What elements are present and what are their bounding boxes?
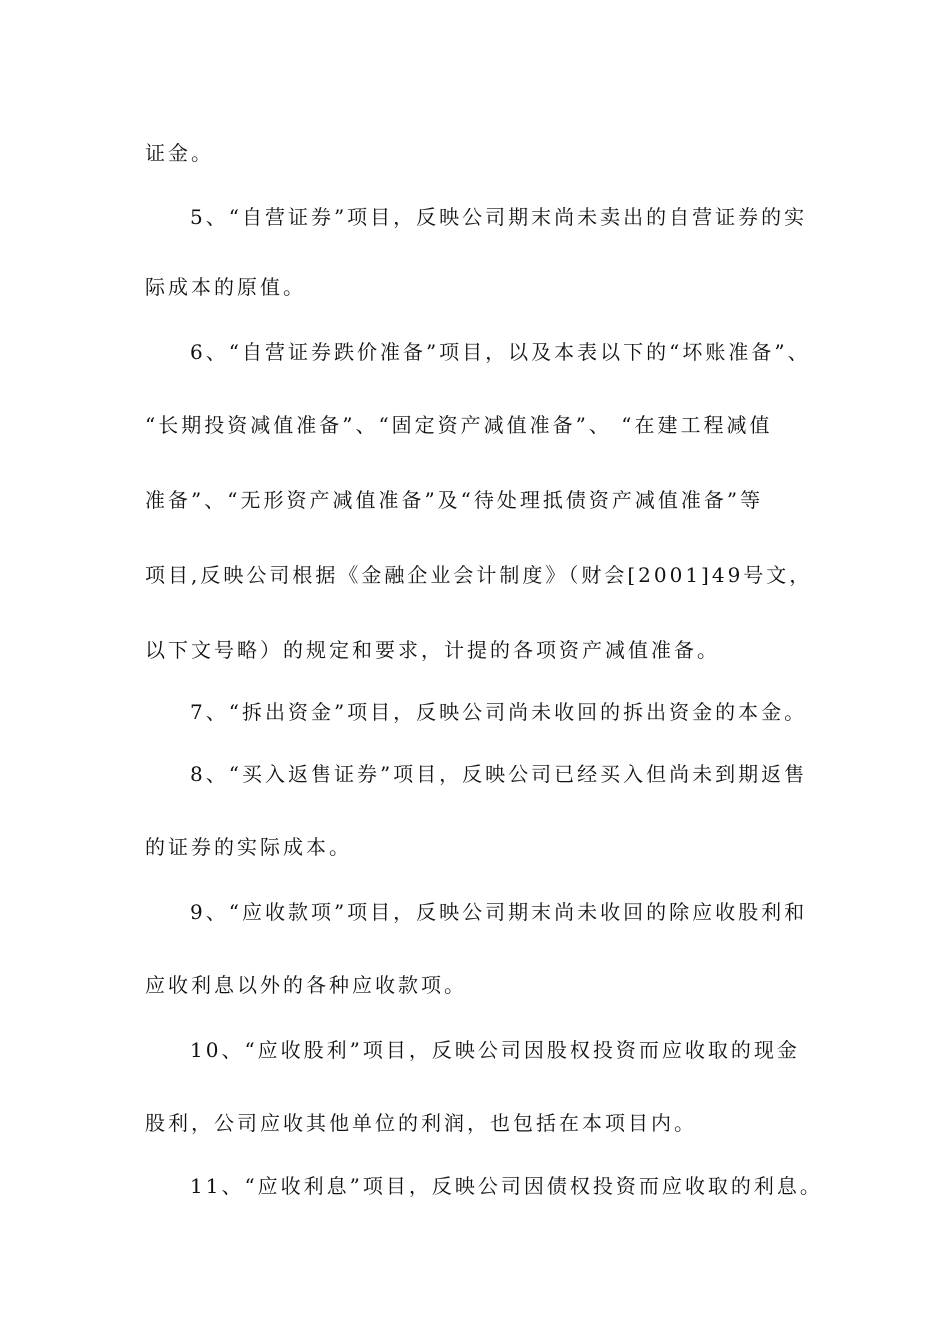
- text-line-12: 9、“应收款项”项目，反映公司期末尚未收回的除应收股利和: [190, 900, 808, 924]
- text-line-3: 际成本的原值。: [145, 275, 306, 299]
- text-line-1: 证金。: [145, 141, 214, 165]
- text-line-13: 应收利息以外的各种应收款项。: [145, 973, 467, 997]
- text-line-5: “长期投资减值准备”、“固定资产减值准备”、 “在建工程减值: [145, 413, 773, 437]
- text-line-7: 项目,反映公司根据《金融企业会计制度》（财会[2001]49号文，: [145, 563, 813, 587]
- text-line-6: 准备”、“无形资产减值准备”及“待处理抵债资产减值准备”等: [145, 488, 764, 512]
- text-line-16: 11、“应收利息”项目，反映公司因债权投资而应收取的利息。: [190, 1174, 823, 1198]
- text-line-2: 5、“自营证券”项目，反映公司期末尚未卖出的自营证券的实: [190, 205, 808, 229]
- text-line-15: 股利，公司应收其他单位的利润，也包括在本项目内。: [145, 1111, 697, 1135]
- text-line-4: 6、“自营证券跌价准备”项目，以及本表以下的“坏账准备”、: [190, 340, 811, 364]
- text-line-10: 8、“买入返售证券”项目，反映公司已经买入但尚未到期返售: [190, 762, 808, 786]
- text-line-8: 以下文号略）的规定和要求，计提的各项资产减值准备。: [145, 638, 720, 662]
- text-line-9: 7、“拆出资金”项目，反映公司尚未收回的拆出资金的本金。: [190, 700, 808, 724]
- text-line-14: 10、“应收股利”项目，反映公司因股权投资而应收取的现金: [190, 1038, 800, 1062]
- text-line-11: 的证券的实际成本。: [145, 835, 352, 859]
